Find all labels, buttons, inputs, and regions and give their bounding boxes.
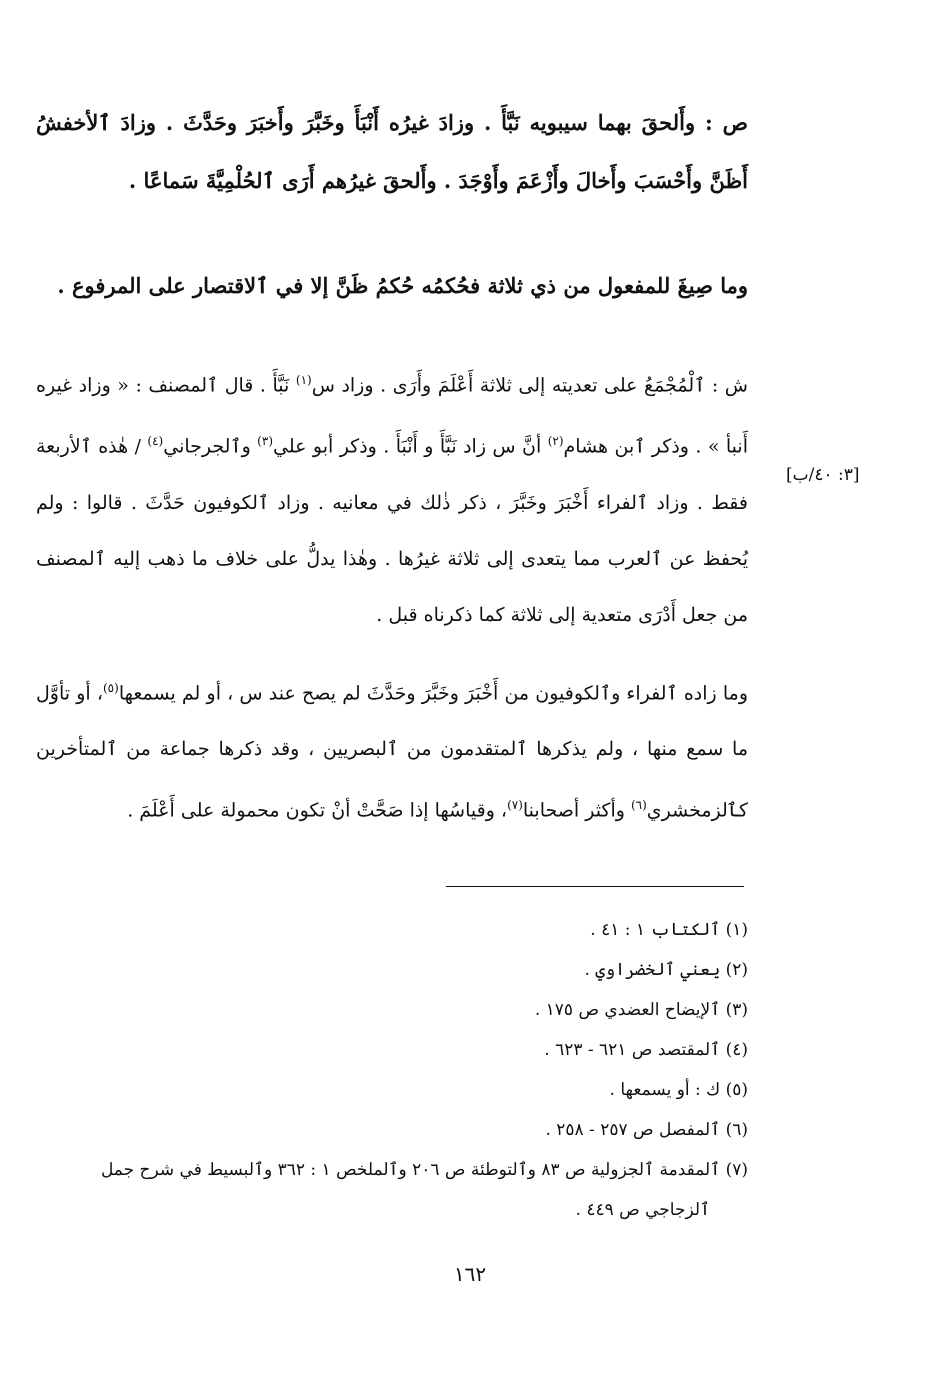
footnote-7: (٧) ٱلمقدمة ٱلجزولية ص ٨٣ وٱلتوطئة ص ٢٠٦ وٱلملخص ١ : ٣٦٢ وٱلبسيط في شرح جمل [100, 1160, 748, 1180]
footnote-5: (٥) ك : أو يسمعها . [609, 1080, 748, 1100]
matn-paragraph-1: ص : وأَلحقَ بهما سيبويه نَبَّأَ . وزادَ غيرُه أَنْبَأَ وخَبَّرَ وأَخبَرَ وحَدَّثَ . وزادَ ٱلأخفشُ أَظَنَّ وأَحْسَبَ وأَخالَ وأَزْعَمَ وأَوْجَدَ . وأَلحقَ غيرُهم أَرَى ٱلحُلْمِيَّةَ سَماعًا . [36, 110, 748, 193]
footnote-3: (٣) ٱلإيضاح العضدي ص ١٧٥ . [534, 1000, 748, 1020]
footnote-ref-7[interactable]: (٧) [507, 798, 523, 813]
footnote-ref-5[interactable]: (٥) [102, 681, 119, 695]
matn-text-1 [36, 94, 748, 210]
sharh-segment: أنَّ س زاد نَبَّأَ و أَنْبَأَ . وذكر أبو علي [273, 435, 548, 458]
manuscript-folio-ref: [٣: ٤٠/ب] [786, 465, 860, 485]
sharh-segment: وٱلجرجاني [163, 435, 258, 458]
footnotes [36, 910, 748, 1230]
sharh-segment: ، وقياسُها إذا صَحَّتْ أنْ تكون محمولة على أَعْلَمَ . [127, 799, 508, 822]
sharh-segment: / هٰذه ٱلأربعة فقط . وزاد ٱلفراء أَخْبَرَ وخَبَّرَ ، ذكر ذٰلك في معانيه . وزاد ٱلكوفيون حَدَّثَ . قالوا : ولم يُحفظ عن ٱلعرب مما يتعدى إلى ثلاثة غيرُها . وهٰذا يدلُّ على خلاف ما ذهب إليه ٱلمصنف من جعل أَدْرَى متعدية إلى ثلاثة كما ذكرناه قبل . [36, 435, 748, 626]
footnote-ref-3[interactable]: (٣) [257, 434, 273, 449]
footnote-ref-2[interactable]: (٢) [547, 434, 564, 449]
page-number: ١٦٢ [453, 1262, 487, 1286]
sharh-text-2 [36, 660, 748, 839]
sharh-segment: ش : ٱلْمُجْمَعُ على تعديته إلى ثلاثة أَعْلَمَ وأَرَى . وزاد س [311, 374, 748, 397]
sharh-segment: نَبَّأَ . قال ٱلمصنف : « وزاد غيره أَنبأ » . وذكر ٱبن هشام [36, 374, 748, 458]
sharh-text-1 [36, 352, 748, 643]
matn-text-2 [36, 257, 748, 315]
sharh-segment: وما زاده ٱلفراء وٱلكوفيون من أَخْبَرَ وخَبَّرَ وحَدَّثَ لم يصح عند س ، أو لم يسمعها [118, 682, 748, 705]
footnote-6: (٦) ٱلمفصل ص ٢٥٧ - ٢٥٨ . [545, 1120, 748, 1140]
sharh-paragraph-1 [36, 352, 748, 643]
footnote-4: (٤) ٱلمقتصد ص ٦٢١ - ٦٢٣ . [544, 1040, 748, 1060]
footnote-7-continuation: ٱلزجاجي ص ٤٤٩ . [575, 1200, 710, 1220]
footnote-ref-6[interactable]: (٦) [630, 798, 647, 813]
footnote-ref-1[interactable]: (١) [295, 373, 312, 387]
sharh-paragraph-2 [36, 660, 748, 839]
footnote-ref-4[interactable]: (٤) [147, 434, 164, 449]
sharh-segment: ، أو تأوَّل ما سمع منها ، ولم يذكرها ٱلمتقدمون من ٱلبصريين ، وقد ذكرها جماعة من ٱلمتأخرين كٱلزمخشري [36, 682, 748, 822]
footnote-1: (١) ٱلكتاب ١ : ٤١ . [590, 920, 748, 940]
sharh-segment: وأكثر أصحابنا [522, 799, 631, 822]
matn-paragraph-2: وما صِيغَ للمفعول من ذي ثلاثة فحُكمُه حُكمُ ظَنَّ إلا في ٱلاقتصار على المرفوع . [57, 273, 748, 298]
footnote-2: (٢) يعني ٱلخضراوي . [584, 960, 748, 980]
footnote-divider [446, 886, 744, 887]
